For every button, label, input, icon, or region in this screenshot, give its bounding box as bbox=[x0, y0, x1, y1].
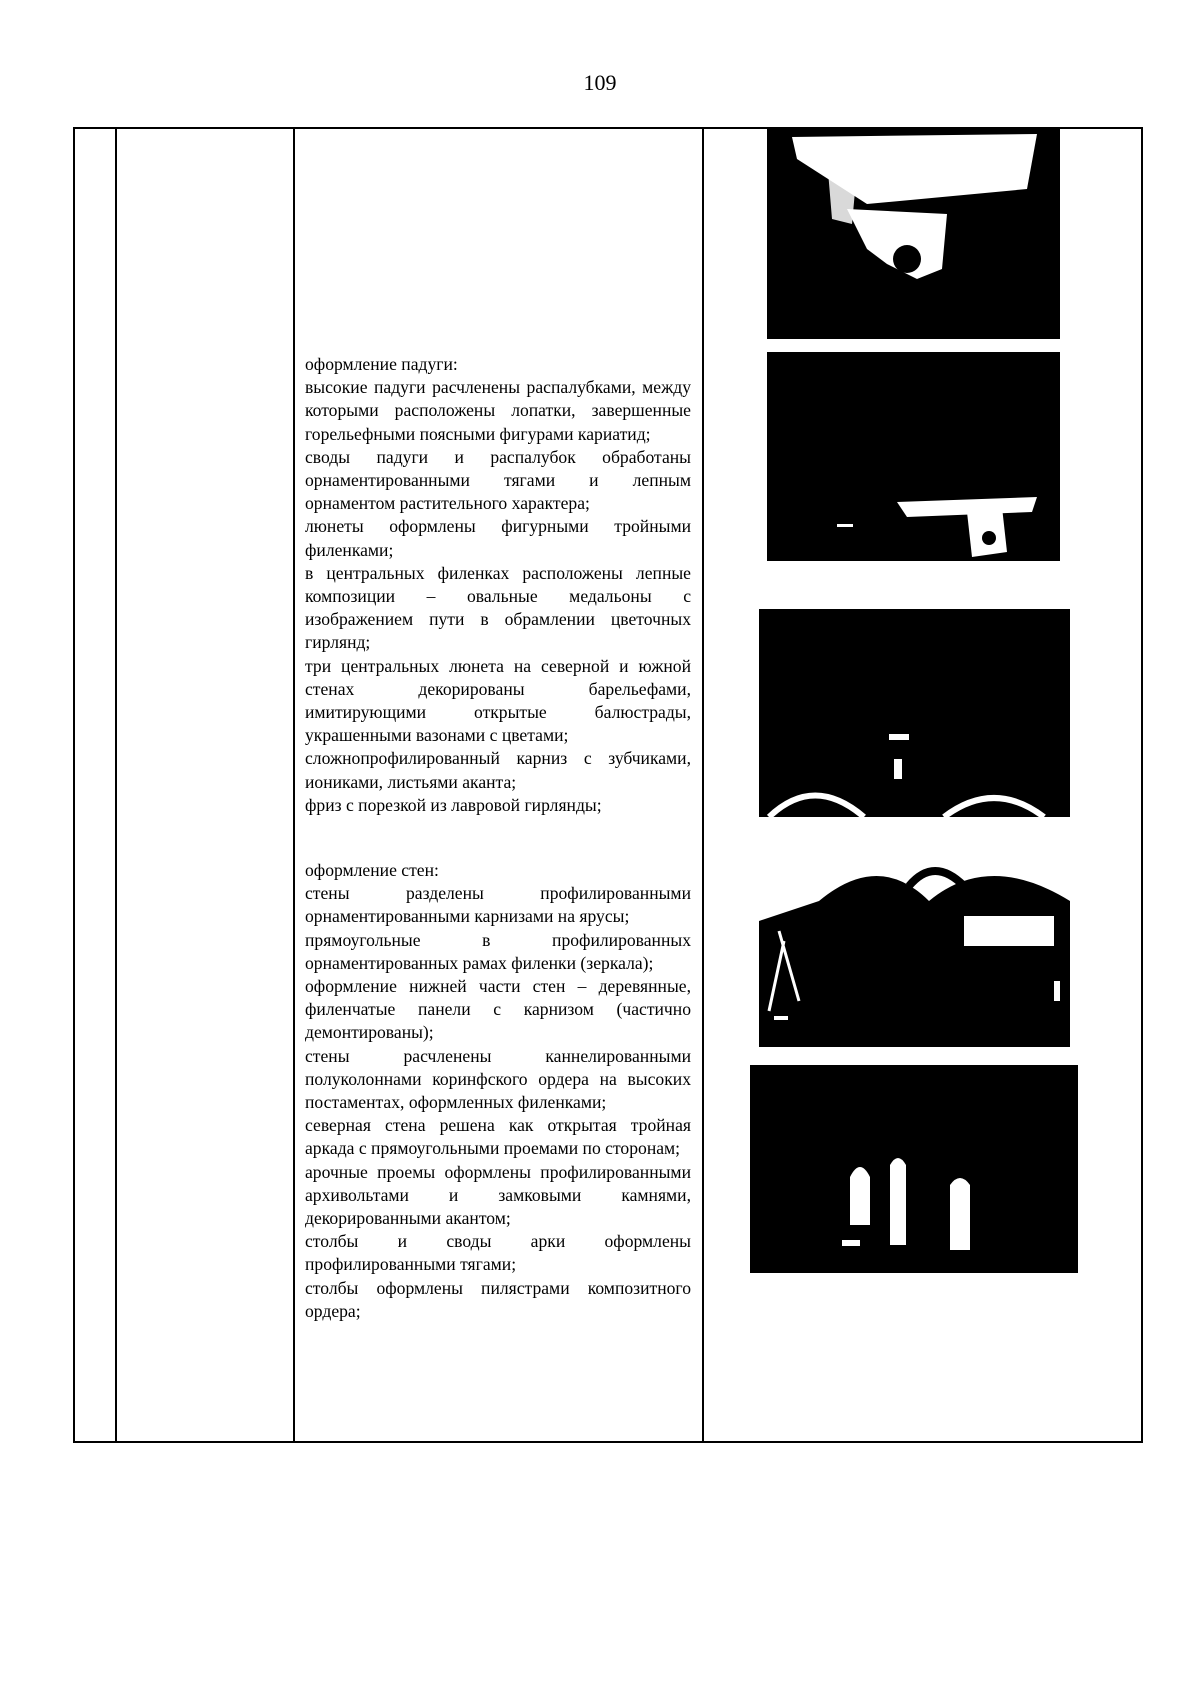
list-item: столбы оформлены пилястрами композитного ордера; bbox=[305, 1277, 691, 1321]
table-row bbox=[74, 128, 1142, 1442]
photo-medallion bbox=[759, 609, 1070, 817]
list-item: арочные проемы оформлены профилированными архивольтами и замковыми камнями, декорированными акантом; bbox=[305, 1161, 691, 1229]
page-number: 109 bbox=[583, 70, 617, 95]
description-cell bbox=[294, 128, 703, 1442]
photo-cell bbox=[703, 128, 1142, 1442]
list-item: в центральных филенках расположены лепные композиции – овальные медальоны с изображением пути в обрамлении цветочных гирлянд; bbox=[305, 562, 691, 653]
photo-wall-arches bbox=[759, 841, 1070, 1047]
list-item: три центральных люнета на северной и южной стенах декорированы барельефами, имитирующими открытые балюстрады, украшенными вазонами с цветами; bbox=[305, 655, 691, 746]
object-cell bbox=[116, 128, 294, 1442]
photo-arcade-windows bbox=[750, 1065, 1078, 1273]
list-item: стены разделены профилированными орнаментированными карнизами на ярусы; bbox=[305, 883, 691, 927]
ceiling-decoration-section bbox=[305, 353, 691, 817]
section-heading: оформление стен: bbox=[305, 860, 439, 880]
list-item: высокие падуги расчленены распалубками, между которыми расположены лопатки, завершенные горельефными поясными фигурами кариатид; bbox=[305, 377, 691, 444]
description-table bbox=[73, 127, 1143, 1443]
list-item: столбы и своды арки оформлены профилированными тягами; bbox=[305, 1231, 691, 1275]
list-item: фриз с порезкой из лавровой гирлянды; bbox=[305, 794, 602, 815]
wall-decoration-section bbox=[305, 859, 691, 1323]
photo-ceiling-vault bbox=[767, 129, 1060, 339]
list-item: сложнопрофилированный карниз с зубчиками, иониками, листьями аканта; bbox=[305, 748, 691, 792]
section-heading: оформление падуги: bbox=[305, 354, 458, 374]
list-item: стены расчленены каннелированными полуколоннами коринфского ордера на высоких постаментах, оформленных филенками; bbox=[305, 1045, 691, 1113]
list-item: своды падуги и распалубок обработаны орнаментированными тягами и лепным орнаментом растительного характера; bbox=[305, 446, 691, 514]
photo-lunette bbox=[767, 352, 1060, 561]
list-item: северная стена решена как открытая тройная аркада с прямоугольными проемами по сторонам; bbox=[305, 1115, 691, 1159]
list-item: люнеты оформлены фигурными тройными филенками; bbox=[305, 516, 691, 560]
list-item: прямоугольные в профилированных орнаментированных рамах филенки (зеркала); bbox=[305, 929, 691, 973]
list-item: оформление нижней части стен – деревянные, филенчатые панели с карнизом (частично демонтированы); bbox=[305, 976, 691, 1043]
number-cell bbox=[74, 128, 116, 1442]
